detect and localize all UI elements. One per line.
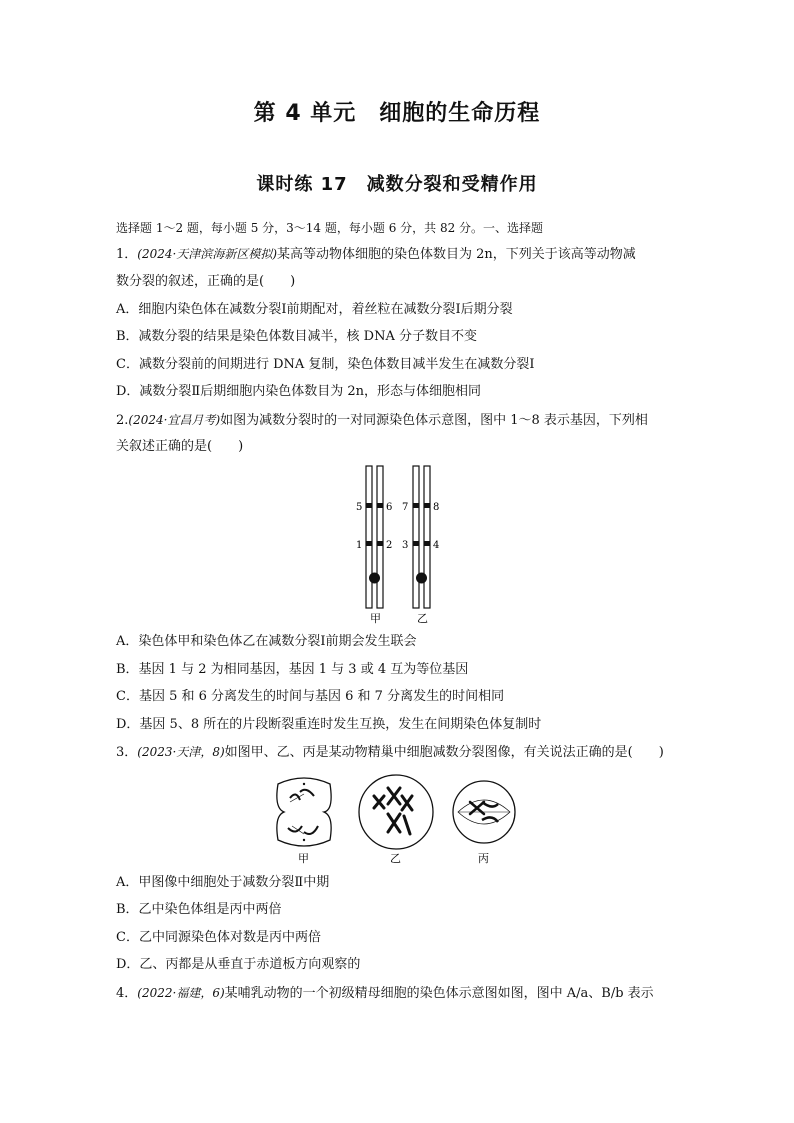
- gene-label-7: 7: [402, 502, 409, 513]
- gene-label-6: 6: [386, 502, 393, 513]
- q2-option-b: B．基因 1 与 2 为相同基因，基因 1 与 3 或 4 互为等位基因: [116, 662, 469, 677]
- q3-option-c: C．乙中同源染色体对数是丙中两倍: [116, 930, 321, 945]
- gene-label-2: 2: [386, 540, 393, 551]
- q1-option-b: B．减数分裂的结果是染色体数目减半，核 DNA 分子数目不变: [116, 329, 478, 344]
- centromere-jia: [369, 573, 380, 584]
- q1-stem-text1: 某高等动物体细胞的染色体数目为 2n，下列关于该高等动物减: [277, 247, 636, 262]
- q3-stem-line1: [116, 742, 681, 763]
- gene-label-5: 5: [356, 502, 363, 513]
- q2-option-a: A．染色体甲和染色体乙在减数分裂Ⅰ前期会发生联会: [116, 634, 417, 649]
- q3-option-a: A．甲图像中细胞处于减数分裂Ⅱ中期: [116, 875, 330, 890]
- q1-source: (2024·天津滨海新区模拟): [137, 247, 277, 261]
- q2-stem-line2: 关叙述正确的是( ): [116, 439, 244, 454]
- cell-label-jia: 甲: [298, 852, 309, 865]
- chromosome-label-jia: 甲: [370, 612, 381, 625]
- unit-title: 第 4 单元 细胞的生命历程: [253, 101, 541, 126]
- q1-option-d: D．减数分裂Ⅱ后期细胞内染色体数目为 2n，形态与体细胞相同: [116, 384, 482, 399]
- q1-stem-line2: 数分裂的叙述，正确的是( ): [116, 274, 296, 289]
- cell-yi: [359, 775, 433, 865]
- instructions: 选择题 1～2 题，每小题 5 分，3～14 题，每小题 6 分，共 82 分。一、选择题: [116, 221, 544, 235]
- q4-stem-text1: 某哺乳动物的一个初级精母细胞的染色体示意图如图，图中 A/a、B/b 表示: [224, 986, 654, 1001]
- cell-bing: [453, 781, 515, 865]
- meiosis-cells-figure: [270, 774, 522, 866]
- lesson-title: 课时练 17 减数分裂和受精作用: [256, 174, 538, 195]
- q2-stem-text1: 如图为减数分裂时的一对同源染色体示意图，图中 1～8 表示基因，下列相: [220, 413, 648, 428]
- q2-option-c: C．基因 5 和 6 分离发生的时间与基因 6 和 7 分离发生的时间相同: [116, 689, 505, 704]
- q3-option-d: D．乙、丙都是从垂直于赤道板方向观察的: [116, 957, 361, 972]
- chromosome-label-yi: 乙: [417, 612, 428, 625]
- q3-number: 3．: [116, 745, 138, 760]
- q2-stem-line1: [116, 410, 681, 431]
- q1-option-c: C．减数分裂前的间期进行 DNA 复制，染色体数目减半发生在减数分裂Ⅰ: [116, 357, 535, 372]
- q4-number: 4．: [116, 986, 138, 1001]
- homologous-chromosome-figure: [340, 462, 460, 627]
- gene-label-4: 4: [433, 540, 440, 551]
- q1-option-a: A．细胞内染色体在减数分裂Ⅰ前期配对，着丝粒在减数分裂Ⅰ后期分裂: [116, 302, 513, 317]
- q3-source: (2023·天津，8): [137, 745, 225, 759]
- q4-source: (2022·福建，6): [137, 986, 225, 1000]
- q1-number: 1．: [116, 247, 138, 262]
- q2-option-d: D．基因 5、8 所在的片段断裂重连时发生互换，发生在间期染色体复制时: [116, 717, 542, 732]
- gene-label-3: 3: [402, 540, 409, 551]
- gene-label-1: 1: [356, 540, 363, 551]
- q1-stem-line1: [116, 244, 681, 265]
- q3-stem-text1: 如图甲、乙、丙是某动物精巢中细胞减数分裂图像，有关说法正确的是( ): [224, 745, 664, 760]
- q4-stem-line1: [116, 983, 681, 1004]
- q2-number: 2.: [116, 413, 129, 428]
- chromosome-jia: [366, 466, 383, 608]
- cell-label-bing: 丙: [478, 852, 489, 865]
- chromosome-yi: [413, 466, 430, 608]
- cell-label-yi: 乙: [390, 852, 401, 865]
- gene-label-8: 8: [433, 502, 440, 513]
- centromere-yi: [416, 573, 427, 584]
- q3-option-b: B．乙中染色体组是丙中两倍: [116, 902, 282, 917]
- q2-source: (2024·宜昌月考): [128, 413, 221, 427]
- cell-jia: [277, 778, 331, 865]
